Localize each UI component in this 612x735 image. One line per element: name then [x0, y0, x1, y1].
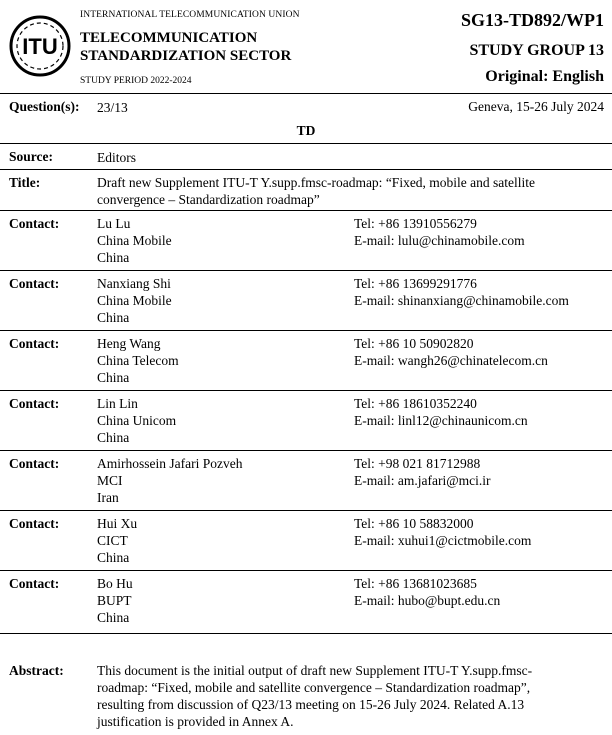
contact-person [97, 575, 133, 626]
contact-name: Lu Lu [97, 216, 131, 231]
contact-label: Contact: [9, 216, 60, 231]
contact-org: BUPT [97, 593, 132, 608]
doc-type: TD [296, 123, 316, 138]
location-date: Geneva, 15-26 July 2024 [468, 99, 604, 114]
divider-3 [0, 210, 612, 211]
contact-email[interactable]: E-mail: shinanxiang@chinamobile.com [354, 293, 569, 308]
contact-country: China [97, 310, 130, 325]
source-label: Source: [9, 149, 53, 164]
sector-line2: STANDARDIZATION SECTOR [80, 48, 292, 64]
contact-country: China [97, 250, 130, 265]
divider-contacts-end [0, 633, 612, 634]
contact-email[interactable]: E-mail: lulu@chinamobile.com [354, 233, 525, 248]
contact-name: Bo Hu [97, 576, 133, 591]
contact-details [354, 395, 528, 429]
contact-country: China [97, 610, 130, 625]
contact-org: MCI [97, 473, 123, 488]
contact-name: Hui Xu [97, 516, 138, 531]
title-label: Title: [9, 175, 41, 190]
abstract-line: roadmap: “Fixed, mobile and satellite convergence – Standardization roadmap”, [97, 680, 531, 695]
contact-org: China Mobile [97, 293, 172, 308]
contact-details [354, 575, 500, 609]
contact-person [97, 515, 137, 566]
contact-details [354, 215, 525, 249]
contact-name: Heng Wang [97, 336, 161, 351]
contact-details [354, 275, 569, 309]
original-language: Original: English [485, 68, 604, 85]
contact-email[interactable]: E-mail: am.jafari@mci.ir [354, 473, 491, 488]
title-line: convergence – Standardization roadmap” [97, 192, 320, 207]
union-name: INTERNATIONAL TELECOMMUNICATION UNION [80, 10, 300, 20]
contact-country: China [97, 370, 130, 385]
abstract-text [97, 662, 532, 730]
sector-line1: TELECOMMUNICATION [80, 30, 258, 46]
logo-text: ITU [22, 34, 58, 59]
contact-label: Contact: [9, 396, 60, 411]
contact-email[interactable]: E-mail: wangh26@chinatelecom.cn [354, 353, 548, 368]
contact-tel: Tel: +86 10 58832000 [354, 516, 474, 531]
study-period: STUDY PERIOD 2022-2024 [80, 76, 192, 86]
source-value: Editors [97, 150, 136, 165]
contact-org: China Mobile [97, 233, 172, 248]
divider-2 [0, 169, 612, 170]
contact-tel: Tel: +86 13699291776 [354, 276, 477, 291]
contact-label: Contact: [9, 516, 60, 531]
contact-tel: Tel: +86 10 50902820 [354, 336, 474, 351]
contact-email[interactable]: E-mail: xuhui1@cictmobile.com [354, 533, 532, 548]
contact-label: Contact: [9, 456, 60, 471]
contact-person [97, 395, 176, 446]
question-label: Question(s): [9, 99, 80, 114]
itu-logo [8, 14, 72, 78]
abstract-line: This document is the initial output of draft new Supplement ITU-T Y.supp.fmsc- [97, 663, 533, 678]
contact-name: Nanxiang Shi [97, 276, 171, 291]
contact-label: Contact: [9, 276, 60, 291]
contact-divider [0, 570, 612, 571]
contact-tel: Tel: +98 021 81712988 [354, 456, 481, 471]
contact-label: Contact: [9, 576, 60, 591]
header-divider [0, 93, 612, 94]
abstract-label: Abstract: [9, 663, 64, 678]
contact-tel: Tel: +86 13681023685 [354, 576, 477, 591]
abstract-line: justification is provided in Annex A. [97, 714, 294, 729]
contact-country: China [97, 430, 130, 445]
contact-email[interactable]: E-mail: linl12@chinaunicom.cn [354, 413, 528, 428]
contact-person [97, 335, 179, 386]
contact-details [354, 515, 531, 549]
contact-org: China Telecom [97, 353, 179, 368]
contact-org: China Unicom [97, 413, 177, 428]
contact-person [97, 215, 172, 266]
contact-tel: Tel: +86 18610352240 [354, 396, 477, 411]
contact-person [97, 275, 172, 326]
divider-1 [0, 143, 612, 144]
contact-country: Iran [97, 490, 119, 505]
contact-details [354, 455, 491, 489]
contact-divider [0, 510, 612, 511]
contact-org: CICT [97, 533, 128, 548]
question-value: 23/13 [97, 100, 128, 115]
abstract-line: resulting from discussion of Q23/13 meeting on 15-26 July 2024. Related A.13 [97, 697, 525, 712]
contact-email[interactable]: E-mail: hubo@bupt.edu.cn [354, 593, 501, 608]
contact-divider [0, 450, 612, 451]
contact-divider [0, 270, 612, 271]
document-number: SG13-TD892/WP1 [460, 10, 604, 30]
title-line: Draft new Supplement ITU-T Y.supp.fmsc-roadmap: “Fixed, mobile and satellite [97, 175, 536, 190]
study-group: STUDY GROUP 13 [469, 42, 604, 59]
contact-divider [0, 390, 612, 391]
contact-name: Amirhossein Jafari Pozveh [97, 456, 243, 471]
contact-divider [0, 330, 612, 331]
contact-tel: Tel: +86 13910556279 [354, 216, 477, 231]
contact-country: China [97, 550, 130, 565]
contact-person [97, 455, 242, 506]
contact-label: Contact: [9, 336, 60, 351]
contact-name: Lin Lin [97, 396, 138, 411]
contact-details [354, 335, 548, 369]
title-value [97, 174, 535, 208]
